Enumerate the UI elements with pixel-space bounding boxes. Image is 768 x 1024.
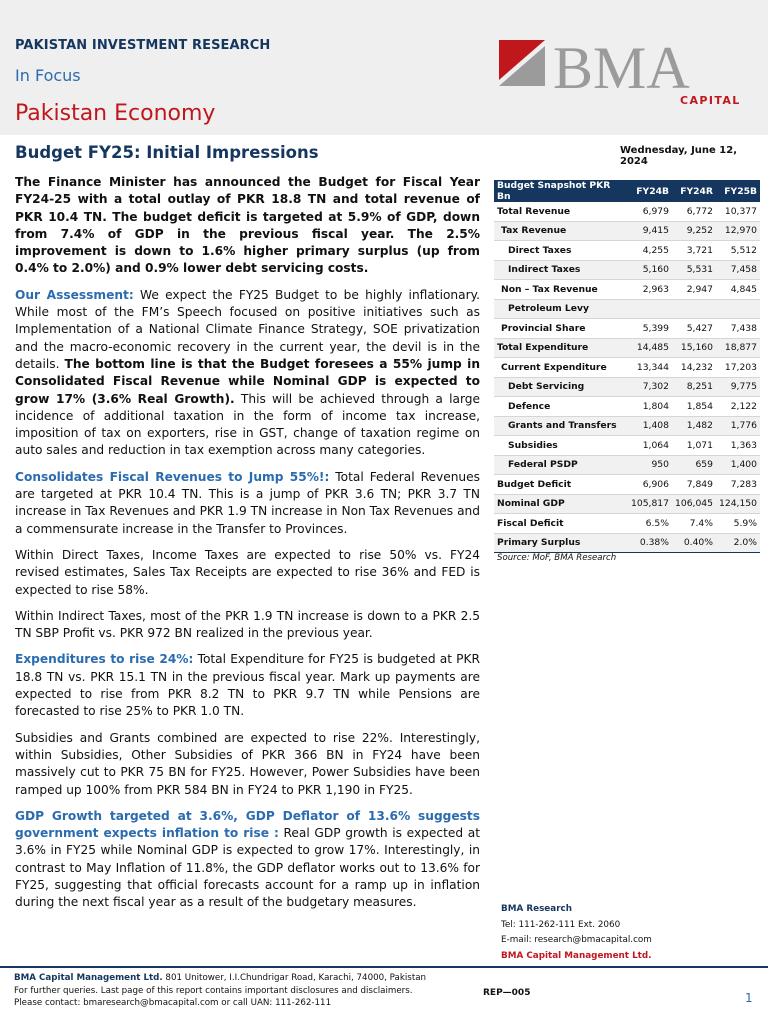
row-label: Defence — [494, 397, 628, 417]
row-value: 1,854 — [672, 397, 716, 417]
row-label: Petroleum Levy — [494, 299, 628, 319]
row-label: Total Expenditure — [494, 338, 628, 358]
expenditures-paragraph — [15, 651, 480, 720]
row-value: 4,845 — [716, 280, 760, 300]
row-value: 659 — [672, 455, 716, 475]
row-value: 124,150 — [716, 494, 760, 514]
table-row — [494, 319, 760, 339]
row-value: 106,045 — [672, 494, 716, 514]
row-value: 5,427 — [672, 319, 716, 339]
row-label: Provincial Share — [494, 319, 628, 339]
footer-divider — [0, 966, 768, 968]
row-value: 5,160 — [628, 260, 672, 280]
table-source: Source: MoF, BMA Research — [497, 553, 617, 563]
row-label: Debt Servicing — [494, 377, 628, 397]
revenues-text: Total Federal Revenues are targeted at PKR 10.4 TN. This is a jump of PKR 3.6 TN; PKR 3.7 TN increase in Tax Revenues and PKR 1.9 TN increase in Non Tax Revenues and a commensurate increase in the Transfer to Provinces. — [15, 469, 480, 536]
table-row — [494, 358, 760, 378]
contact-tel: Tel: 111-262-111 Ext. 2060 — [501, 919, 621, 930]
row-value: 4,255 — [628, 241, 672, 261]
row-value: 7,849 — [672, 475, 716, 495]
row-value: 1,071 — [672, 436, 716, 456]
row-value: 12,970 — [716, 221, 760, 241]
table-row — [494, 299, 760, 319]
row-label: Federal PSDP — [494, 455, 628, 475]
row-value: 0.40% — [672, 533, 716, 553]
row-value — [716, 299, 760, 319]
row-value: 9,252 — [672, 221, 716, 241]
section-title: Pakistan Economy — [15, 101, 216, 126]
logo-text: BMA — [553, 36, 690, 101]
row-value: 6.5% — [628, 514, 672, 534]
gdp-paragraph — [15, 808, 480, 912]
table-row — [494, 221, 760, 241]
page-number: 1 — [745, 991, 753, 1005]
row-value: 9,775 — [716, 377, 760, 397]
row-value: 10,377 — [716, 202, 760, 221]
row-value: 1,776 — [716, 416, 760, 436]
row-value: 7,438 — [716, 319, 760, 339]
row-value: 5,399 — [628, 319, 672, 339]
lead-paragraph: The Finance Minister has announced the Budget for Fiscal Year FY24-25 with a total outlay of PKR 18.8 TN and total revenue of PKR 10.4 TN. The budget deficit is targeted at 5.9% of GDP, down from 7.4% of GDP in the previous fiscal year. The 2.5% improvement is down to 1.6% higher primary surplus (up from 0.4% to 2.0%) and 0.9% lower debt servicing costs. — [15, 175, 480, 276]
row-value: 1,400 — [716, 455, 760, 475]
table-header: FY24B — [628, 180, 672, 202]
gdp-heading: GDP Growth targeted at 3.6%, GDP Deflator of 13.6% suggests government expects inflation to rise : — [15, 808, 480, 841]
table-header: FY25B — [716, 180, 760, 202]
assessment-text-2: This will be achieved through a large incidence of additional taxation in the form of income tax increase, imposition of tax on exporters, rise in GST, change of taxation regime on auto sales and reduction in tax exemption across many categories. — [15, 391, 480, 458]
row-value — [628, 299, 672, 319]
table-row — [494, 280, 760, 300]
gdp-text: Real GDP growth is expected at 3.6% in FY25 while Nominal GDP is expected to grow 17%. Interestingly, in contrast to May Inflation of 11.8%, the GDP deflator works out to 13.6% for FY25, suggesting that official forecasts account for a ramp up in inflation during the next fiscal year as a result of the budgetary measures. — [15, 826, 480, 910]
focus-label: In Focus — [15, 66, 81, 85]
row-value: 8,251 — [672, 377, 716, 397]
subsidies-paragraph: Subsidies and Grants combined are expected to rise 22%. Interestingly, within Subsidies, Other Subsidies of PKR 366 BN in FY24 have been massively cut to PKR 75 BN for FY25. However, Power Subsidies have been ramped up 100% from PKR 584 BN in FY24 to PKR 1,190 in FY25. — [15, 730, 480, 797]
row-value: 7,283 — [716, 475, 760, 495]
row-value: 15,160 — [672, 338, 716, 358]
report-code: REP—005 — [483, 988, 531, 998]
row-value: 14,232 — [672, 358, 716, 378]
row-value: 5,531 — [672, 260, 716, 280]
table-row — [494, 533, 760, 553]
row-value: 5,512 — [716, 241, 760, 261]
row-value: 1,064 — [628, 436, 672, 456]
row-value: 0.38% — [628, 533, 672, 553]
row-label: Subsidies — [494, 436, 628, 456]
row-value: 7,458 — [716, 260, 760, 280]
table-row — [494, 436, 760, 456]
row-value: 7.4% — [672, 514, 716, 534]
row-value: 1,804 — [628, 397, 672, 417]
table-header: Budget Snapshot PKR Bn — [494, 180, 628, 202]
row-label: Total Revenue — [494, 202, 628, 221]
row-label: Current Expenditure — [494, 358, 628, 378]
logo-subtitle: CAPITAL — [680, 94, 741, 107]
row-label: Indirect Taxes — [494, 260, 628, 280]
table-row — [494, 377, 760, 397]
table-header: FY24R — [672, 180, 716, 202]
row-value: 1,363 — [716, 436, 760, 456]
row-value: 3,721 — [672, 241, 716, 261]
footer-address: 801 Unitower, I.I.Chundrigar Road, Karachi, 74000, Pakistan For further queries. Last page of this report contains important disclosures and disclaimers. Please contact: bmaresearch@bmacapital.com or call UAN: 111-262-111 — [14, 973, 427, 1008]
research-line: PAKISTAN INVESTMENT RESEARCH — [15, 38, 271, 53]
row-value: 1,482 — [672, 416, 716, 436]
row-value — [672, 299, 716, 319]
table-row — [494, 241, 760, 261]
assessment-bold: The bottom line is that the Budget foresees a 55% jump in Consolidated Fiscal Revenue while Nominal GDP is expected to grow 17% (3.6% Real Growth). — [15, 356, 481, 406]
row-value: 1,408 — [628, 416, 672, 436]
contact-company: BMA Capital Management Ltd. — [501, 950, 652, 961]
row-label: Fiscal Deficit — [494, 514, 628, 534]
report-title: Budget FY25: Initial Impressions — [15, 143, 319, 162]
row-label: Nominal GDP — [494, 494, 628, 514]
assessment-paragraph — [15, 287, 480, 460]
row-value: 14,485 — [628, 338, 672, 358]
main-column — [15, 174, 480, 921]
table-row — [494, 260, 760, 280]
contact-email: E-mail: research@bmacapital.com — [501, 935, 652, 945]
row-label: Budget Deficit — [494, 475, 628, 495]
row-value: 9,415 — [628, 221, 672, 241]
row-label: Tax Revenue — [494, 221, 628, 241]
budget-snapshot-table — [494, 180, 760, 553]
row-value: 2,947 — [672, 280, 716, 300]
row-value: 6,979 — [628, 202, 672, 221]
row-label: Grants and Transfers — [494, 416, 628, 436]
row-value: 13,344 — [628, 358, 672, 378]
expenditures-heading: Expenditures to rise 24%: — [15, 652, 194, 667]
row-label: Direct Taxes — [494, 241, 628, 261]
table-row — [494, 202, 760, 221]
row-value: 5.9% — [716, 514, 760, 534]
table-row — [494, 397, 760, 417]
indirect-taxes-paragraph: Within Indirect Taxes, most of the PKR 1.9 TN increase is down to a PKR 2.5 TN SBP Profit vs. PKR 972 BN realized in the previous year. — [15, 608, 480, 641]
table-row — [494, 494, 760, 514]
row-label: Non – Tax Revenue — [494, 280, 628, 300]
footer-company: BMA Capital Management Ltd. — [14, 973, 163, 983]
row-value: 105,817 — [628, 494, 672, 514]
contact-block — [501, 902, 652, 964]
table-row — [494, 338, 760, 358]
row-value: 950 — [628, 455, 672, 475]
table-header-row — [494, 180, 760, 202]
direct-taxes-paragraph: Within Direct Taxes, Income Taxes are expected to rise 50% vs. FY24 revised estimates, Sales Tax Receipts are expected to rise 36% and FED is expected to rise 58%. — [15, 547, 480, 597]
row-label: Primary Surplus — [494, 533, 628, 553]
revenues-paragraph — [15, 469, 480, 538]
revenues-heading: Consolidates Fiscal Revenues to Jump 55%!: — [15, 469, 330, 484]
row-value: 18,877 — [716, 338, 760, 358]
table-row — [494, 475, 760, 495]
expenditures-text: Total Expenditure for FY25 is budgeted at PKR 18.8 TN vs. PKR 15.1 TN in the previous fiscal year. Mark up payments are expected to rise from PKR 8.2 TN to PKR 9.7 TN while Pensions are forecasted to rise 25% to PKR 1.0 TN. — [15, 652, 480, 719]
row-value: 17,203 — [716, 358, 760, 378]
table-row — [494, 455, 760, 475]
table-row — [494, 514, 760, 534]
row-value: 6,906 — [628, 475, 672, 495]
row-value: 7,302 — [628, 377, 672, 397]
assessment-heading: Our Assessment: — [15, 287, 134, 302]
row-value: 2,122 — [716, 397, 760, 417]
table-row — [494, 416, 760, 436]
footer-disclaimer — [14, 972, 439, 1010]
row-value: 2.0% — [716, 533, 760, 553]
contact-title: BMA Research — [501, 904, 573, 914]
report-date: Wednesday, June 12, 2024 — [620, 145, 738, 167]
table-body — [494, 202, 760, 553]
row-value: 6,772 — [672, 202, 716, 221]
assessment-text-1: We expect the FY25 Budget to be highly inflationary. While most of the FM’s Speech focused on positive initiatives such as Implementation of a National Climate Finance Strategy, SOE privatization and the macro-economic recovery in the current year, the devil is in the details. — [15, 287, 480, 371]
row-value: 2,963 — [628, 280, 672, 300]
